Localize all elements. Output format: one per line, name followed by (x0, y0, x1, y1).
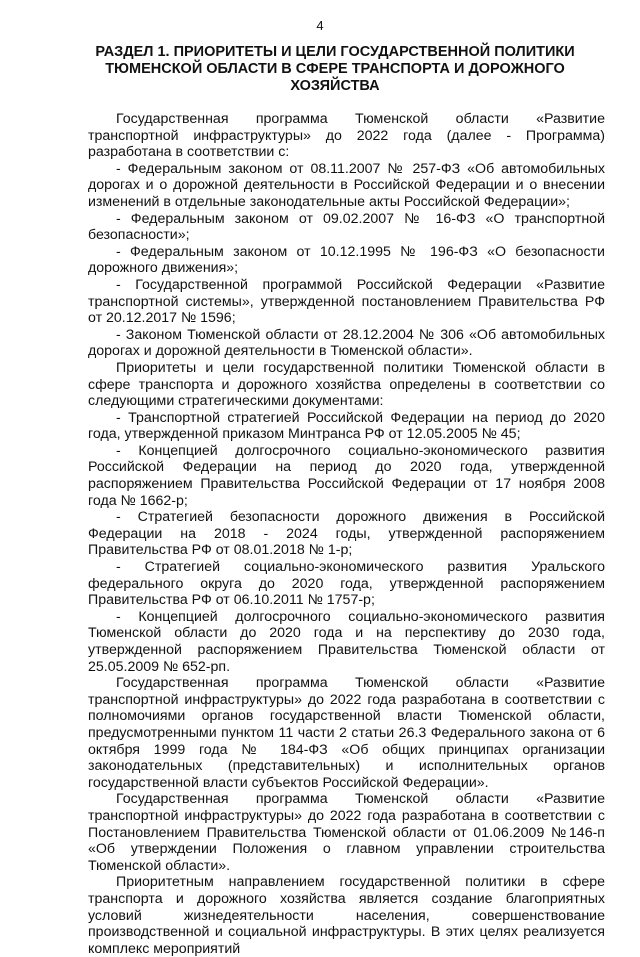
page-number: 4 (316, 18, 324, 33)
paragraph: Государственная программа Тюменской области «Развитие транспортной инфраструктуры» до 2022 года разработана в соответствии с Постановлением Правительства Тюменской области от 01.06.2009 №146-п «Об утверждении Положения о главном управлении строительства Тюменской области». (88, 791, 605, 874)
paragraph: Приоритетным направлением государственной политики в сфере транспорта и дорожного хозяйства является создание благоприятных условий жизнедеятельности населения, совершенствование производственной и социальной инфраструктуры. В этих целях реализуется комплекс мероприятий (88, 874, 605, 957)
list-item: - Федеральным законом от 08.11.2007 № 257-ФЗ «Об автомобильных дорогах и о дорожной деятельности в Российской Федерации и о внесении изменений в отдельные законодательные акты Российской Федерации»; (88, 160, 605, 210)
list-item: - Законом Тюменской области от 28.12.2004 № 306 «Об автомобильных дорогах и дорожной деятельности в Тюменской области». (88, 326, 605, 360)
list-item: - Федеральным законом от 10.12.1995 № 196-ФЗ «О безопасности дорожного движения»; (88, 243, 605, 277)
list-item: - Стратегией безопасности дорожного движения в Российской Федерации на 2018 - 2024 годы, утвержденной распоряжением Правительства РФ от 08.01.2018 № 1-р; (88, 509, 605, 559)
list-item: - Федеральным законом от 09.02.2007 № 16-ФЗ «О транспортной безопасности»; (88, 210, 605, 244)
section-heading: РАЗДЕЛ 1. ПРИОРИТЕТЫ И ЦЕЛИ ГОСУДАРСТВЕННОЙ ПОЛИТИКИ ТЮМЕНСКОЙ ОБЛАСТИ В СФЕРЕ ТРАНСПОРТА И ДОРОЖНОГО ХОЗЯЙСТВА (95, 44, 575, 94)
paragraph: Государственная программа Тюменской области «Развитие транспортной инфраструктуры» до 2022 года (далее - Программа) разработана в соответствии с: (88, 111, 605, 161)
paragraph: Государственная программа Тюменской области «Развитие транспортной инфраструктуры» до 2022 года разработана в соответствии с полномочиями органов государственной власти Тюменской области, предусмотренными пунктом 11 части 2 статьи 26.3 Федерального закона от 6 октября 1999 года № 184-ФЗ «Об общих принципах организации законодательных (представительных) и исполнительных органов государственной власти субъектов Российской Федерации». (88, 675, 605, 791)
list-item: - Государственной программой Российской Федерации «Развитие транспортной системы», утвержденной постановлением Правительства РФ от 20.12.2017 № 1596; (88, 276, 605, 327)
list-item: - Транспортной стратегией Российской Федерации на период до 2020 года, утвержденной приказом Минтранса РФ от 12.05.2005 № 45; (88, 409, 605, 443)
paragraph: Приоритеты и цели государственной политики Тюменской области в сфере транспорта и дорожного хозяйства определены в соответствии со следующими стратегическими документами: (88, 359, 605, 410)
document-body (88, 111, 605, 957)
list-item: - Концепцией долгосрочного социально-экономического развития Российской Федерации на период до 2020 года, утвержденной распоряжением Правительства Российской Федерации от 17 ноября 2008 года № 1662-р; (88, 442, 605, 509)
list-item: - Стратегией социально-экономического развития Уральского федерального округа до 2020 года, утвержденной распоряжением Правительства РФ от 06.10.2011 № 1757-р; (88, 559, 605, 609)
list-item: - Концепцией долгосрочного социально-экономического развития Тюменской области до 2020 года и на перспективу до 2030 года, утвержденной распоряжением Правительства Тюменской области от 25.05.2009 № 652-рп. (88, 608, 605, 675)
